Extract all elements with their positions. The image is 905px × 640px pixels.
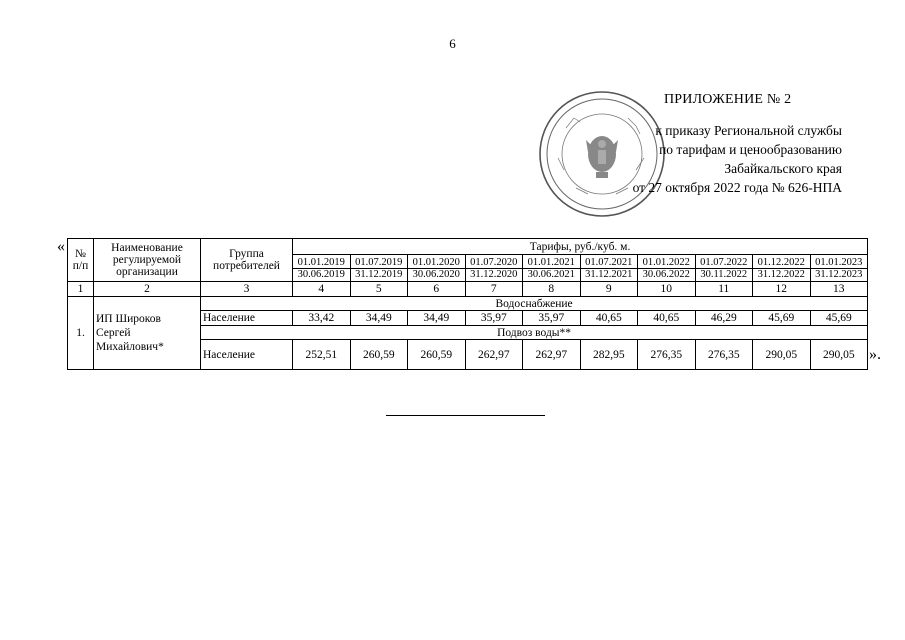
header-group: Группа потребителей — [201, 239, 293, 282]
column-number: 2 — [94, 282, 201, 297]
tariff-value: 262,97 — [465, 340, 523, 370]
column-number: 11 — [695, 282, 753, 297]
period-header — [293, 255, 351, 282]
period-end: 31.12.2023 — [815, 268, 863, 280]
tariff-value: 33,42 — [293, 311, 351, 326]
page-number: 6 — [449, 36, 456, 51]
open-quote: « — [57, 238, 65, 255]
tariff-value: 260,59 — [350, 340, 408, 370]
column-number: 6 — [408, 282, 466, 297]
period-start: 01.12.2022 — [753, 257, 810, 269]
period-header — [523, 255, 581, 282]
period-header — [810, 255, 868, 282]
period-header — [580, 255, 638, 282]
tariff-value: 35,97 — [523, 311, 581, 326]
tariff-table — [67, 238, 868, 370]
column-number: 4 — [293, 282, 351, 297]
period-header — [465, 255, 523, 282]
period-header — [695, 255, 753, 282]
appendix-title: ПРИЛОЖЕНИЕ № 2 — [664, 92, 792, 107]
column-numbers-row — [68, 282, 868, 297]
period-start: 01.01.2021 — [523, 257, 580, 269]
consumer-group: Население — [201, 311, 293, 326]
column-number: 7 — [465, 282, 523, 297]
column-number: 8 — [523, 282, 581, 297]
tariff-value: 262,97 — [523, 340, 581, 370]
header-num: № п/п — [68, 239, 94, 282]
tariff-value: 282,95 — [580, 340, 638, 370]
appendix-subtitle — [610, 121, 842, 197]
section-title: Подвоз воды** — [201, 326, 868, 340]
tariff-value: 45,69 — [810, 311, 868, 326]
period-end: 30.06.2020 — [412, 268, 460, 280]
period-start: 01.07.2020 — [466, 257, 523, 269]
tariff-value: 276,35 — [695, 340, 753, 370]
period-header — [408, 255, 466, 282]
appendix-line: Забайкальского края — [724, 161, 842, 176]
period-start: 01.07.2022 — [696, 257, 753, 269]
column-number: 1 — [68, 282, 94, 297]
tariff-value: 260,59 — [408, 340, 466, 370]
period-end: 31.12.2020 — [470, 268, 518, 280]
column-number: 9 — [580, 282, 638, 297]
period-start: 01.07.2021 — [581, 257, 638, 269]
column-number: 12 — [753, 282, 811, 297]
period-end: 30.06.2021 — [527, 268, 575, 280]
section-title: Водоснабжение — [201, 297, 868, 311]
period-end: 30.06.2019 — [297, 268, 345, 280]
row-number: 1. — [68, 297, 94, 370]
tariff-value: 46,29 — [695, 311, 753, 326]
period-end: 31.12.2022 — [757, 268, 805, 280]
period-header — [350, 255, 408, 282]
period-header — [638, 255, 696, 282]
close-quote: ». — [869, 346, 881, 363]
appendix-line: к приказу Региональной службы — [655, 123, 842, 138]
appendix-line: от 27 октября 2022 года № 626-НПА — [632, 180, 842, 195]
tariff-value: 34,49 — [408, 311, 466, 326]
tariff-value: 40,65 — [638, 311, 696, 326]
column-number: 5 — [350, 282, 408, 297]
tariff-value: 276,35 — [638, 340, 696, 370]
period-end: 31.12.2021 — [585, 268, 633, 280]
tariff-value: 290,05 — [753, 340, 811, 370]
tariff-value: 34,49 — [350, 311, 408, 326]
organization-name: ИП Широков Сергей Михайлович* — [94, 297, 201, 370]
period-end: 30.11.2022 — [700, 268, 748, 280]
tariff-value: 45,69 — [753, 311, 811, 326]
period-start: 01.01.2022 — [638, 257, 695, 269]
appendix-line: по тарифам и ценообразованию — [659, 142, 842, 157]
tariff-value: 252,51 — [293, 340, 351, 370]
tariff-value: 35,97 — [465, 311, 523, 326]
period-start: 01.01.2019 — [293, 257, 350, 269]
period-end: 30.06.2022 — [642, 268, 690, 280]
period-start: 01.07.2019 — [351, 257, 408, 269]
tariff-value: 40,65 — [580, 311, 638, 326]
period-start: 01.01.2023 — [811, 257, 868, 269]
header-tariffs: Тарифы, руб./куб. м. — [293, 239, 868, 255]
header-org: Наименование регулируемой организации — [94, 239, 201, 282]
column-number: 13 — [810, 282, 868, 297]
signature-line — [386, 415, 545, 416]
tariff-value: 290,05 — [810, 340, 868, 370]
consumer-group: Население — [201, 340, 293, 370]
column-number: 10 — [638, 282, 696, 297]
column-number: 3 — [201, 282, 293, 297]
period-start: 01.01.2020 — [408, 257, 465, 269]
period-header — [753, 255, 811, 282]
period-end: 31.12.2019 — [355, 268, 403, 280]
